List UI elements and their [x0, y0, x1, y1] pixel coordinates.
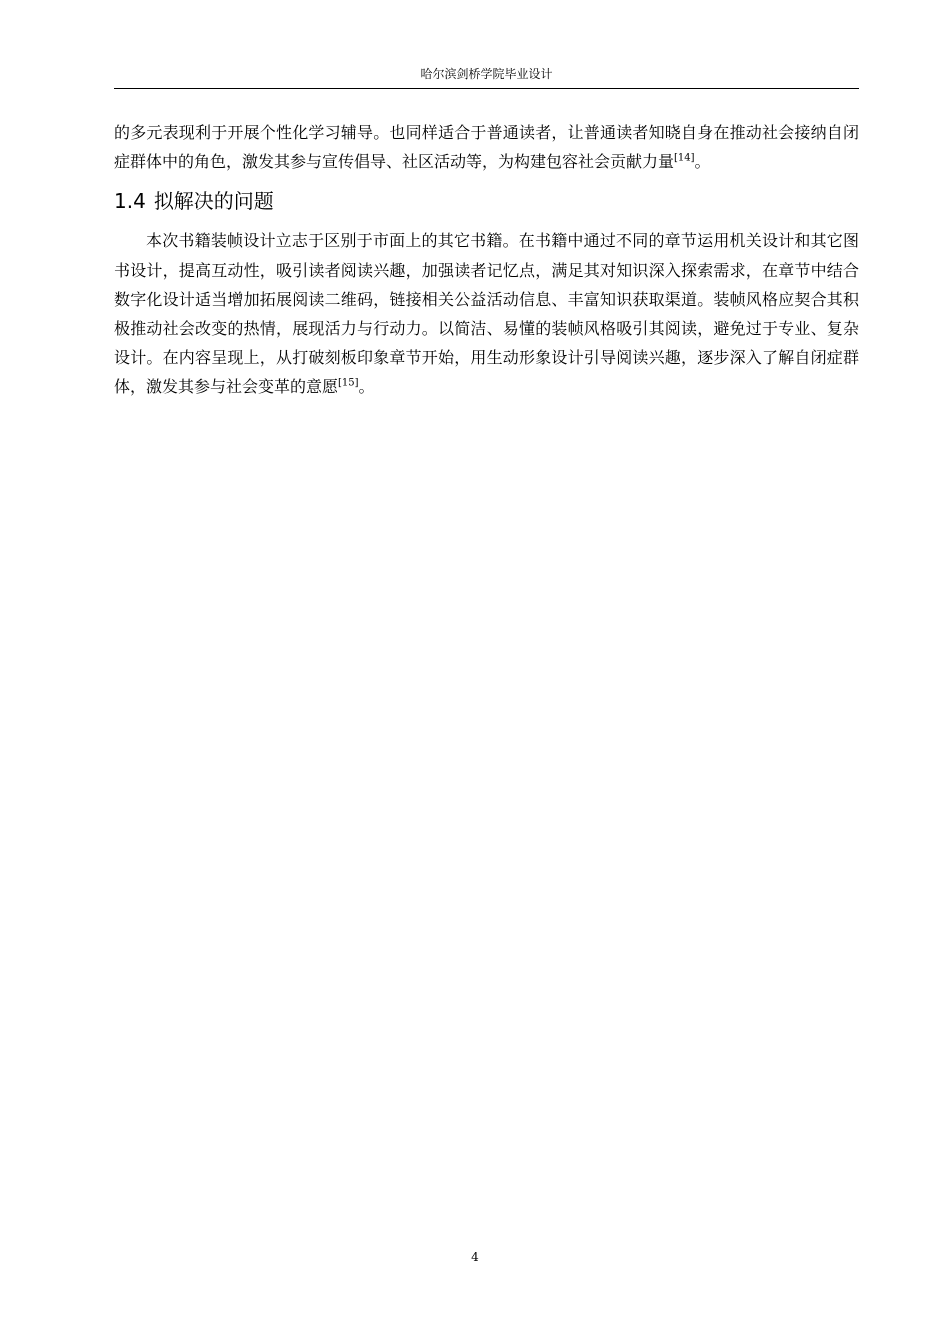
page-number: 4 — [471, 1250, 479, 1264]
paragraph-text: 本次书籍装帧设计立志于区别于市面上的其它书籍。在书籍中通过不同的章节运用机关设计和其它图书设计，提高互动性，吸引读者阅读兴趣，加强读者记忆点，满足其对知识深入探索需求，在章节中结合数字化设计适当增加拓展阅读二维码，链接相关公益活动信息、丰富知识获取渠道。装帧风格应契合其积极推动社会改变的热情，展现活力与行动力。以简洁、易懂的装帧风格吸引其阅读，避免过于专业、复杂设计。在内容呈现上，从打破刻板印象章节开始，用生动形象设计引导阅读兴趣，逐步深入了解自闭症群体，激发其参与社会变革的意愿 — [114, 231, 859, 397]
paragraph-continued — [114, 118, 859, 176]
citation-15: [15] — [338, 378, 359, 390]
paragraph-end: 。 — [358, 377, 375, 397]
header-title: 哈尔滨剑桥学院毕业设计 — [420, 67, 553, 81]
document-body — [114, 118, 859, 402]
paragraph-problem — [114, 226, 859, 401]
paragraph-end: 。 — [694, 152, 711, 172]
section-title: 拟解决的问题 — [153, 189, 274, 214]
section-heading — [114, 186, 859, 216]
section-number: 1.4 — [114, 189, 146, 214]
citation-14: [14] — [674, 152, 695, 164]
page-header — [114, 64, 859, 89]
paragraph-text: 的多元表现利于开展个性化学习辅导。也同样适合于普通读者，让普通读者知晓自身在推动社会接纳自闭症群体中的角色，激发其参与宣传倡导、社区活动等，为构建包容社会贡献力量 — [114, 123, 859, 172]
